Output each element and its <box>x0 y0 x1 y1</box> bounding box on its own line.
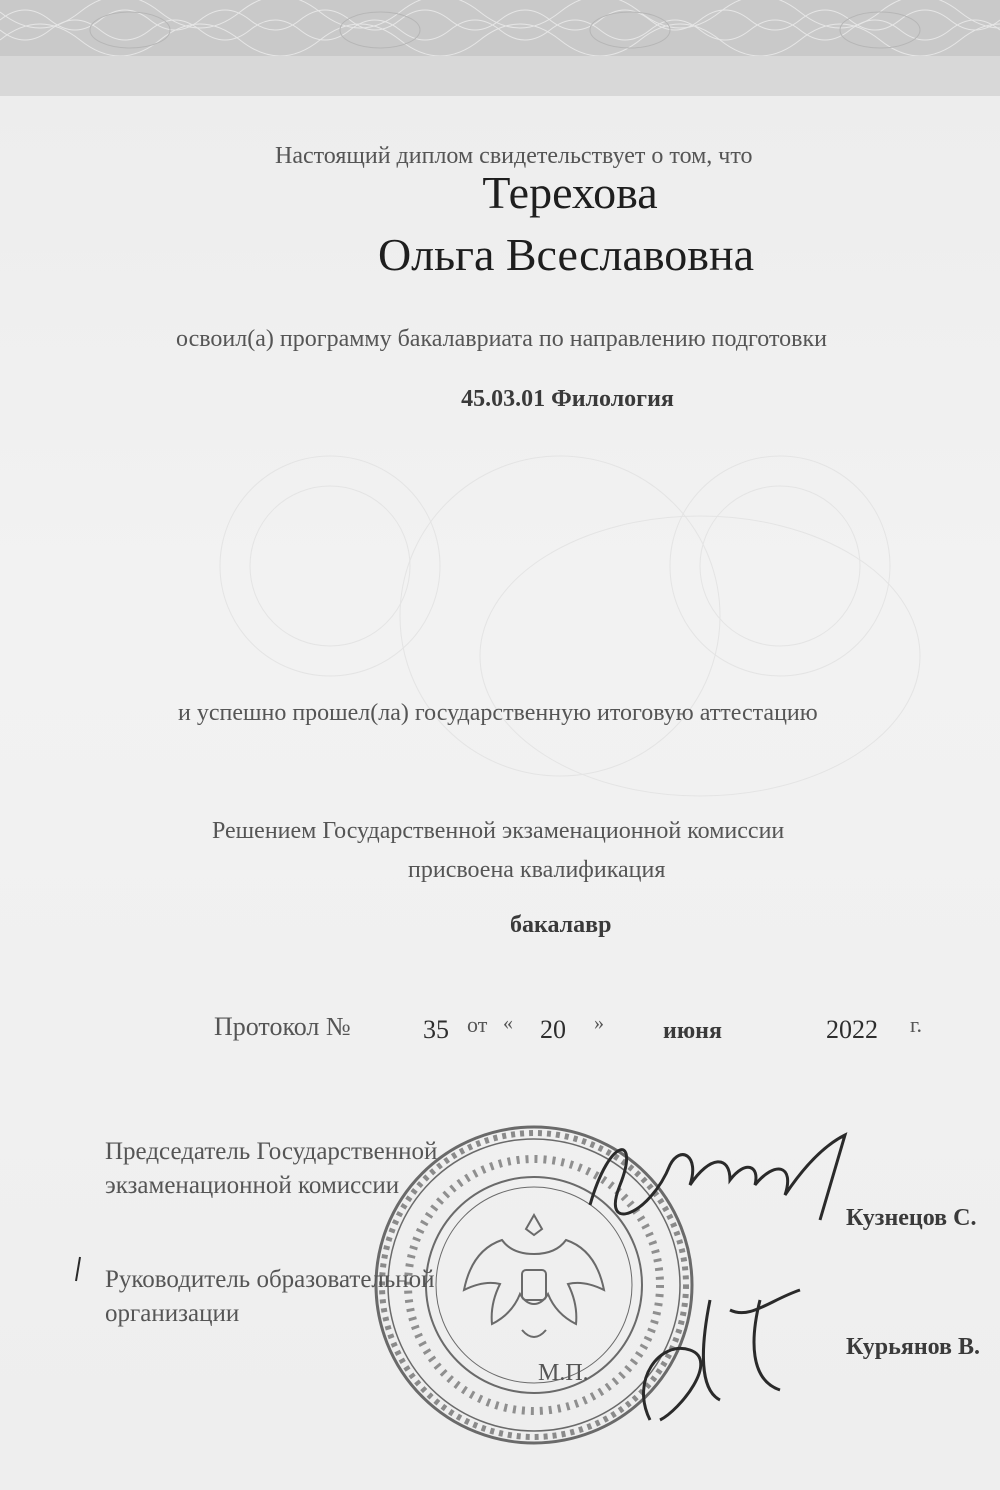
protocol-from: от <box>467 1012 488 1037</box>
pen-mark-icon <box>70 1255 90 1285</box>
year-suffix: г. <box>910 1012 923 1037</box>
decision-text-line2: присвоена квалификация <box>408 857 666 883</box>
program-text: освоил(а) программу бакалавриата по направлению подготовки <box>176 326 827 352</box>
guilloche-pattern <box>0 0 1000 96</box>
intro-text: Настоящий диплом свидетельствует о том, что <box>275 143 753 169</box>
qualification: бакалавр <box>510 912 612 938</box>
chair-name: Кузнецов С. <box>846 1205 977 1231</box>
seal-label: М.П. <box>538 1360 589 1386</box>
decorative-band <box>0 0 1000 96</box>
protocol-number: 35 <box>423 1015 449 1044</box>
quote-open: « <box>503 1012 513 1034</box>
study-direction: 45.03.01 Филология <box>461 386 674 412</box>
head-signature-icon <box>630 1280 830 1430</box>
chair-signature-icon <box>580 1125 860 1225</box>
head-role: Руководитель образовательной организации <box>105 1266 435 1327</box>
head-name: Курьянов В. <box>846 1334 981 1360</box>
decision-text-line1: Решением Государственной экзаменационной комиссии <box>212 818 785 844</box>
graduate-given-names: Ольга Всеславовна <box>377 229 755 280</box>
protocol-year: 2022 <box>826 1015 878 1044</box>
chair-role: Председатель Государственной экзаменационной комиссии <box>105 1138 438 1199</box>
protocol-day: 20 <box>540 1015 566 1044</box>
quote-close: » <box>594 1012 604 1034</box>
attestation-text: и успешно прошел(ла) государственную итоговую аттестацию <box>178 700 818 726</box>
protocol-month: июня <box>663 1018 722 1044</box>
graduate-surname: Терехова <box>482 167 658 218</box>
protocol-label: Протокол № <box>214 1012 351 1041</box>
